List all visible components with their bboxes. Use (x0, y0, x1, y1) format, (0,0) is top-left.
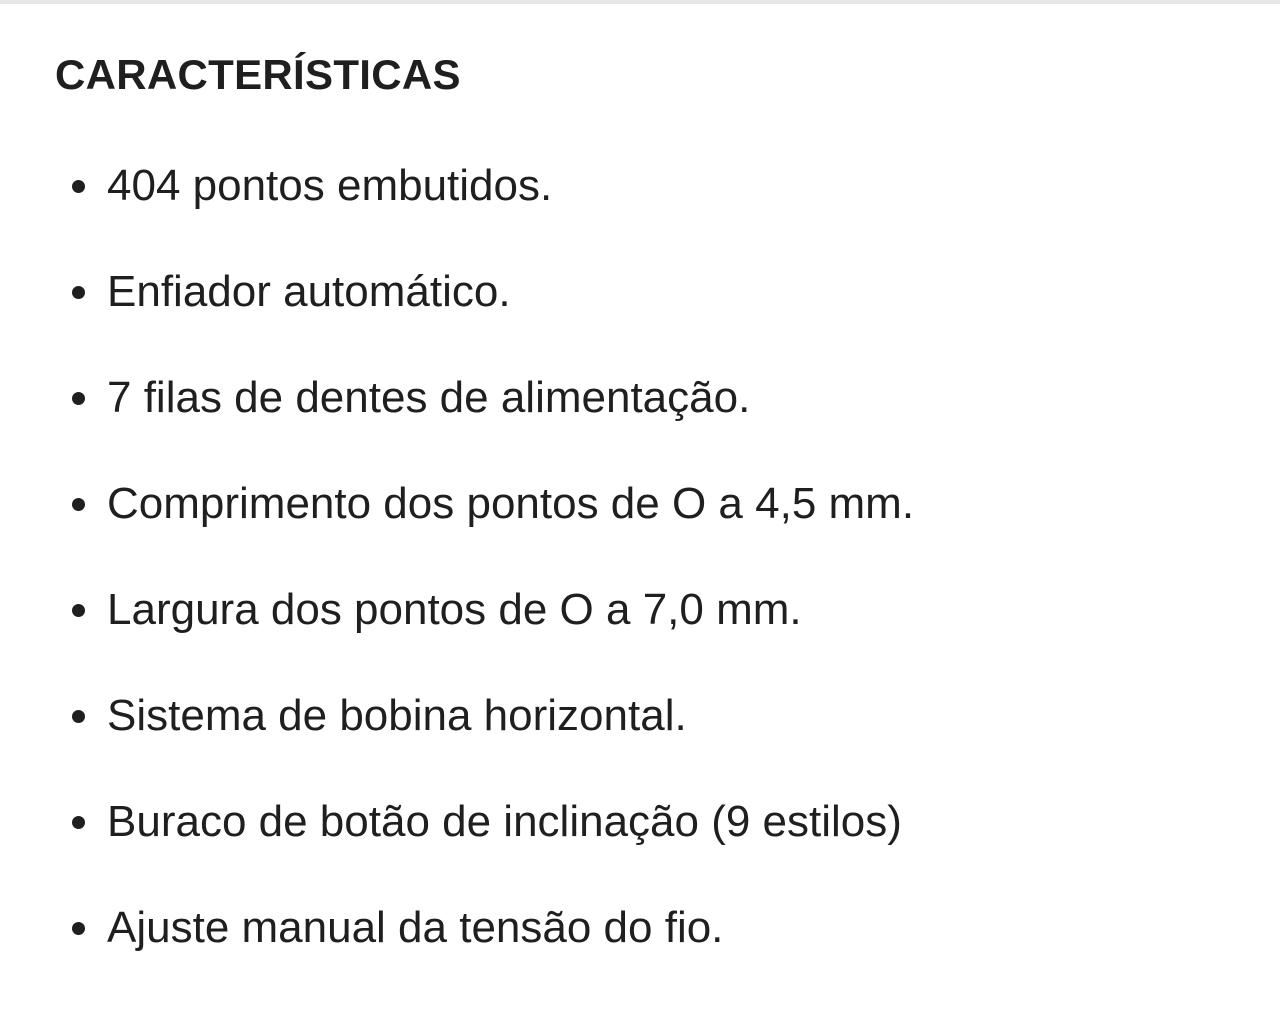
features-section (55, 48, 1235, 1006)
feature-text: 7 filas de dentes de alimentação. (107, 373, 751, 422)
section-title: CARACTERÍSTICAS (55, 51, 461, 98)
top-divider (0, 0, 1280, 4)
bullet-icon (72, 816, 85, 829)
list-item (55, 476, 1235, 582)
bullet-icon (72, 180, 85, 193)
bullet-icon (72, 498, 85, 511)
bullet-icon (72, 392, 85, 405)
bullet-icon (72, 922, 85, 935)
feature-list (55, 158, 1235, 1006)
feature-text: Enfiador automático. (107, 267, 511, 316)
list-item (55, 900, 1235, 1006)
list-item (55, 688, 1235, 794)
feature-text: 404 pontos embutidos. (107, 161, 553, 210)
list-item (55, 158, 1235, 264)
list-item (55, 370, 1235, 476)
bullet-icon (72, 710, 85, 723)
list-item (55, 582, 1235, 688)
feature-text: Sistema de bobina horizontal. (107, 691, 687, 740)
list-item (55, 794, 1235, 900)
feature-text: Largura dos pontos de O a 7,0 mm. (107, 585, 802, 634)
feature-text: Buraco de botão de inclinação (9 estilos) (107, 797, 902, 846)
feature-text: Comprimento dos pontos de O a 4,5 mm. (107, 479, 915, 528)
bullet-icon (72, 286, 85, 299)
list-item (55, 264, 1235, 370)
bullet-icon (72, 604, 85, 617)
feature-text: Ajuste manual da tensão do fio. (107, 903, 724, 952)
